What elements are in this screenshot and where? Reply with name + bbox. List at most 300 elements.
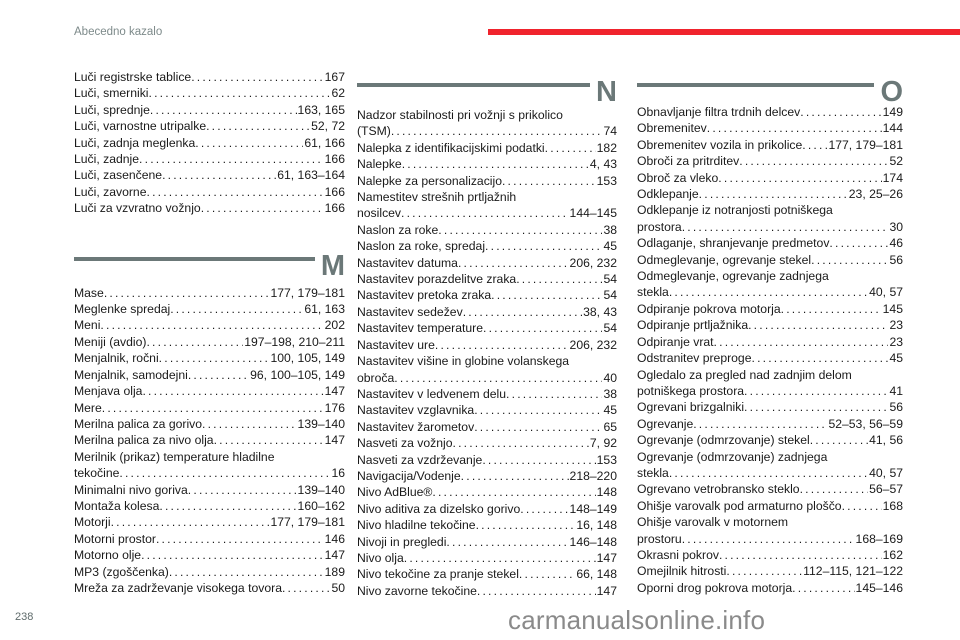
entry-title: Mreža za zadrževanje visokega tovora xyxy=(74,580,282,595)
entry-title: Montaža kolesa xyxy=(74,498,160,513)
entry-title: Mere xyxy=(74,400,102,415)
page-number: 238 xyxy=(15,611,34,623)
entry-pages: 61, 163 xyxy=(304,302,345,317)
entry-title: Omejilnik hitrosti xyxy=(637,564,727,579)
entry-title: stekla xyxy=(637,465,669,480)
entry-title: Ohišje varovalk pod armaturno ploščo xyxy=(637,498,842,513)
entry-row xyxy=(74,482,345,498)
entry-row xyxy=(357,238,617,254)
entry-pages: 162 xyxy=(882,547,903,562)
entry-row xyxy=(637,104,903,120)
entry-row xyxy=(637,235,903,251)
entry-pages: 56 xyxy=(889,400,903,415)
entry-title: Odstranitev preproge xyxy=(637,351,752,366)
entry-pages: 174 xyxy=(882,170,903,185)
entry-row xyxy=(357,222,617,238)
dot-leader xyxy=(139,151,324,167)
entry-row xyxy=(637,284,903,300)
index-column-1 xyxy=(74,69,345,596)
entry-title: Nivo zavorne tekočine xyxy=(357,583,477,598)
entry-row xyxy=(357,255,617,271)
entry-pages: 100, 105, 149 xyxy=(270,351,345,366)
entry-row xyxy=(357,386,617,402)
entry-pages: 54 xyxy=(603,288,617,303)
entry-title: Nivo aditiva za dizelsko gorivo xyxy=(357,501,521,516)
entry-pages: 65 xyxy=(603,419,617,434)
dot-leader xyxy=(146,334,243,350)
dot-leader xyxy=(744,383,888,399)
entry-title: Nastavitev vzglavnika xyxy=(357,403,475,418)
entry-row xyxy=(74,514,345,530)
index-entry xyxy=(357,304,617,320)
index-entry xyxy=(357,156,617,172)
entry-title: tekočine xyxy=(74,466,120,481)
entry-title: Oporni drog pokrova motorja xyxy=(637,580,793,595)
entry-list xyxy=(637,104,903,596)
entry-row xyxy=(357,287,617,303)
entry-row xyxy=(357,173,617,189)
entry-pages: 62 xyxy=(331,86,345,101)
entry-title: Motorji xyxy=(74,515,111,530)
entry-row xyxy=(357,337,617,353)
entry-row xyxy=(637,399,903,415)
index-entry xyxy=(74,367,345,383)
entry-title: Navigacija/Vodenje xyxy=(357,468,461,483)
index-entry xyxy=(74,531,345,547)
dot-leader xyxy=(104,285,270,301)
dot-leader xyxy=(159,350,270,366)
index-entry xyxy=(74,514,345,530)
entry-title-line: Ohišje varovalk v motornem xyxy=(637,515,789,530)
entry-row xyxy=(637,317,903,333)
index-entry xyxy=(637,580,903,596)
entry-row xyxy=(637,170,903,186)
entry-list xyxy=(357,107,617,599)
index-entry xyxy=(74,167,345,183)
entry-title: Meni xyxy=(74,318,101,333)
entry-title: Nivo olja xyxy=(357,550,404,565)
entry-title: Menjalnik, samodejni xyxy=(74,367,188,382)
entry-row xyxy=(357,550,617,566)
dot-leader xyxy=(141,547,324,563)
index-entry xyxy=(637,350,903,366)
entry-row xyxy=(357,370,617,386)
entry-pages: 54 xyxy=(603,321,617,336)
entry-title: Nastavitev temperature xyxy=(357,321,483,336)
entry-pages: 168–169 xyxy=(855,531,903,546)
entry-title: Merilna palica za gorivo xyxy=(74,416,203,431)
entry-pages: 202 xyxy=(324,318,345,333)
entry-title: Ogrevani brizgalniki xyxy=(637,400,745,415)
entry-pages: 148 xyxy=(596,485,617,500)
dot-leader xyxy=(142,383,323,399)
entry-list xyxy=(74,69,345,217)
entry-title: stekla xyxy=(637,285,669,300)
entry-pages: 147 xyxy=(324,548,345,563)
entry-title: Luči, zasenčene xyxy=(74,168,163,183)
dot-leader xyxy=(811,252,888,268)
entry-pages: 61, 166 xyxy=(304,135,345,150)
dot-leader xyxy=(438,222,602,238)
entry-row xyxy=(357,156,617,172)
dot-leader xyxy=(188,482,297,498)
dot-leader xyxy=(682,531,855,547)
entry-row xyxy=(637,219,903,235)
dot-leader xyxy=(482,452,595,468)
entry-pages: 147 xyxy=(596,550,617,565)
entry-pages: 52–53, 56–59 xyxy=(828,416,903,431)
entry-row xyxy=(637,186,903,202)
entry-title: nosilcev xyxy=(357,206,402,221)
entry-row xyxy=(74,85,345,101)
dot-leader xyxy=(201,200,324,216)
entry-title: Luči, varnostne utripalke xyxy=(74,119,207,134)
entry-title-line: Namestitev strešnih prtljažnih xyxy=(357,190,517,205)
entry-title: Merilna palica za nivo olja xyxy=(74,433,214,448)
entry-title-line: Ogrevanje (odmrzovanje) zadnjega xyxy=(637,449,828,464)
entry-pages: 148–149 xyxy=(569,501,617,516)
entry-title: Ogrevano vetrobransko steklo xyxy=(637,482,800,497)
entry-title: Mase xyxy=(74,285,104,300)
entry-row xyxy=(74,432,345,448)
entry-row xyxy=(357,140,617,156)
index-entry xyxy=(74,85,345,101)
entry-pages: 40 xyxy=(603,370,617,385)
dot-leader xyxy=(476,517,576,533)
entry-title: Ogrevanje (odmrzovanje) stekel xyxy=(637,433,810,448)
entry-row xyxy=(357,205,617,221)
dot-leader xyxy=(829,235,888,251)
entry-pages: 206, 232 xyxy=(569,337,617,352)
entry-title: Odmeglevanje, ogrevanje stekel xyxy=(637,252,812,267)
entry-pages: 218–220 xyxy=(569,468,617,483)
index-entry xyxy=(637,416,903,432)
entry-row xyxy=(357,271,617,287)
entry-row xyxy=(637,531,903,547)
index-entry xyxy=(357,173,617,189)
dot-leader xyxy=(800,104,881,120)
dot-leader xyxy=(162,167,276,183)
entry-pages: 40, 57 xyxy=(869,465,903,480)
dot-leader xyxy=(699,186,848,202)
index-entry xyxy=(637,334,903,350)
index-entry xyxy=(357,320,617,336)
entry-title: obroča xyxy=(357,370,395,385)
entry-pages: 66, 148 xyxy=(576,567,617,582)
entry-pages: 74 xyxy=(603,124,617,139)
index-entry xyxy=(74,449,345,482)
entry-pages: 145–146 xyxy=(855,580,903,595)
entry-title: Odpiranje vrat xyxy=(637,334,714,349)
entry-title: Obroči za pritrditev xyxy=(637,154,740,169)
index-entry xyxy=(74,482,345,498)
index-entry xyxy=(357,337,617,353)
entry-pages: 177, 179–181 xyxy=(270,285,345,300)
index-entry xyxy=(74,285,345,301)
section-divider xyxy=(357,83,590,87)
index-entry xyxy=(637,514,903,547)
entry-title: Odklepanje xyxy=(637,187,699,202)
index-entry xyxy=(637,449,903,482)
entry-title: MP3 (zgoščenka) xyxy=(74,564,169,579)
entry-row xyxy=(637,334,903,350)
entry-pages: 38, 43 xyxy=(583,304,617,319)
dot-leader xyxy=(810,432,868,448)
index-entry xyxy=(357,534,617,550)
index-entry xyxy=(637,252,903,268)
entry-row xyxy=(637,481,903,497)
entry-row xyxy=(74,465,345,481)
entry-pages: 153 xyxy=(596,173,617,188)
dot-leader xyxy=(502,173,596,189)
entry-row xyxy=(637,120,903,136)
entry-pages: 166 xyxy=(324,201,345,216)
index-entry xyxy=(357,402,617,418)
index-entry xyxy=(74,416,345,432)
entry-row xyxy=(74,69,345,85)
entry-title: Meglenke spredaj xyxy=(74,302,171,317)
index-entry xyxy=(74,151,345,167)
entry-pages: 145 xyxy=(882,301,903,316)
header-accent-bar xyxy=(488,29,960,35)
entry-title: Luči, zadnje xyxy=(74,152,140,167)
dot-leader xyxy=(707,120,882,136)
entry-row xyxy=(637,350,903,366)
index-entry xyxy=(357,238,617,254)
entry-pages: 16 xyxy=(331,466,345,481)
dot-leader xyxy=(669,465,868,481)
entry-pages: 177, 179–181 xyxy=(828,137,903,152)
index-entry xyxy=(637,498,903,514)
entry-row xyxy=(74,580,345,596)
index-entry xyxy=(357,386,617,402)
index-entry xyxy=(74,317,345,333)
dot-leader xyxy=(100,317,323,333)
entry-pages: 197–198, 210–211 xyxy=(244,334,345,349)
index-entry xyxy=(357,452,617,468)
entry-title: prostoru xyxy=(637,531,682,546)
entry-pages: 96, 100–105, 149 xyxy=(250,367,345,382)
index-entry xyxy=(74,498,345,514)
index-entry xyxy=(637,137,903,153)
entry-pages: 182 xyxy=(596,140,617,155)
dot-leader xyxy=(748,317,888,333)
entry-row xyxy=(74,564,345,580)
index-entry xyxy=(74,383,345,399)
dot-leader xyxy=(726,563,802,579)
dot-leader xyxy=(159,498,296,514)
dot-leader xyxy=(149,85,331,101)
dot-leader xyxy=(792,580,854,596)
dot-leader xyxy=(435,337,569,353)
entry-title: (TSM) xyxy=(357,124,391,139)
dot-leader xyxy=(156,531,324,547)
entry-title: Obnavljanje filtra trdnih delcev xyxy=(637,105,801,119)
entry-title: Nastavitev sedežev xyxy=(357,304,463,319)
index-entry xyxy=(74,118,345,134)
entry-pages: 45 xyxy=(603,403,617,418)
entry-title: Nastavitev žarometov xyxy=(357,419,475,434)
index-entry xyxy=(637,432,903,448)
entry-title: Nalepke za personalizacijo xyxy=(357,173,502,188)
entry-pages: 30 xyxy=(889,219,903,234)
dot-leader xyxy=(188,367,249,383)
entry-title: Nalepke xyxy=(357,157,402,172)
dot-leader xyxy=(147,184,324,200)
entry-row xyxy=(357,320,617,336)
entry-row xyxy=(74,135,345,151)
entry-pages: 139–140 xyxy=(297,482,345,497)
watermark: carmanualsonline.info xyxy=(508,605,766,635)
dot-leader xyxy=(519,566,575,582)
entry-row xyxy=(357,419,617,435)
entry-pages: 38 xyxy=(603,386,617,401)
index-entry xyxy=(637,563,903,579)
index-entry xyxy=(357,271,617,287)
index-entry xyxy=(637,301,903,317)
entry-row xyxy=(74,151,345,167)
entry-row xyxy=(637,383,903,399)
index-entry xyxy=(74,564,345,580)
entry-pages: 56–57 xyxy=(869,482,903,497)
index-entry xyxy=(74,184,345,200)
section-letter: N xyxy=(596,76,617,108)
entry-pages: 206, 232 xyxy=(569,255,617,270)
index-entry xyxy=(357,107,617,140)
index-entry xyxy=(637,317,903,333)
entry-pages: 163, 165 xyxy=(297,102,345,117)
dot-leader xyxy=(282,580,330,596)
entry-title: Odpiranje prtljažnika xyxy=(637,318,749,333)
dot-leader xyxy=(206,118,310,134)
entry-title: Nastavitev datuma xyxy=(357,255,458,270)
entry-title: Menjava olja xyxy=(74,384,143,399)
dot-leader xyxy=(150,102,297,118)
dot-leader xyxy=(682,219,889,235)
entry-row xyxy=(74,367,345,383)
index-entry xyxy=(74,432,345,448)
entry-row xyxy=(637,547,903,563)
entry-row xyxy=(357,452,617,468)
entry-title: Minimalni nivo goriva xyxy=(74,482,188,497)
entry-pages: 54 xyxy=(603,272,617,287)
entry-title: Naslon za roke, spredaj xyxy=(357,239,486,254)
entry-pages: 7, 92 xyxy=(589,436,617,451)
entry-title: Motorno olje xyxy=(74,548,142,563)
entry-row xyxy=(74,416,345,432)
entry-row xyxy=(357,517,617,533)
entry-title-line: Ogledalo za pregled nad zadnjim delom xyxy=(637,367,852,382)
dot-leader xyxy=(516,271,602,287)
entry-title-line: Nadzor stabilnosti pri vožnji s prikolico xyxy=(357,108,563,122)
section-divider xyxy=(637,83,874,87)
entry-pages: 189 xyxy=(324,564,345,579)
entry-title: Nastavitev v ledvenem delu xyxy=(357,386,507,401)
dot-leader xyxy=(669,284,868,300)
dot-leader xyxy=(520,501,568,517)
entry-pages: 23, 25–26 xyxy=(848,187,903,202)
index-entry xyxy=(357,517,617,533)
index-entry xyxy=(357,140,617,156)
entry-title: Nasveti za vzdrževanje xyxy=(357,452,483,467)
entry-pages: 147 xyxy=(324,384,345,399)
index-entry xyxy=(74,135,345,151)
section-header-m xyxy=(74,251,345,281)
running-header-title: Abecedno kazalo xyxy=(74,26,163,38)
entry-pages: 45 xyxy=(889,351,903,366)
index-entry xyxy=(637,104,903,120)
entry-pages: 46 xyxy=(889,236,903,251)
entry-pages: 166 xyxy=(324,184,345,199)
entry-row xyxy=(74,317,345,333)
entry-title: Nivo tekočine za pranje stekel xyxy=(357,567,519,582)
entry-title: Obremenitev vozila in prikolice xyxy=(637,137,803,152)
index-entry xyxy=(357,468,617,484)
entry-pages: 167 xyxy=(324,70,345,84)
index-entry xyxy=(637,186,903,202)
index-entry xyxy=(74,400,345,416)
dot-leader xyxy=(474,419,602,435)
entry-pages: 112–115, 121–122 xyxy=(803,564,903,579)
dot-leader xyxy=(506,386,602,402)
entry-title: Luči za vzvratno vožnjo xyxy=(74,201,201,216)
dot-leader xyxy=(394,370,602,386)
index-entry xyxy=(74,301,345,317)
entry-title: Nalepka z identifikacijskimi podatki xyxy=(357,140,545,155)
section-letter: M xyxy=(320,249,345,282)
dot-leader xyxy=(402,156,589,172)
entry-row xyxy=(637,563,903,579)
entry-row xyxy=(637,137,903,153)
entry-title: Nivo AdBlue® xyxy=(357,485,433,500)
entry-row xyxy=(357,304,617,320)
entry-pages: 4, 43 xyxy=(589,157,617,172)
entry-row xyxy=(74,498,345,514)
entry-row xyxy=(357,484,617,500)
index-column-3 xyxy=(637,77,903,596)
entry-title: Luči, zavorne xyxy=(74,184,147,199)
dot-leader xyxy=(169,564,324,580)
entry-title: Obroč za vleko xyxy=(637,170,719,185)
index-entry xyxy=(637,120,903,136)
entry-row xyxy=(637,153,903,169)
index-entry xyxy=(637,153,903,169)
entry-row xyxy=(637,301,903,317)
dot-leader xyxy=(802,137,827,153)
index-entry xyxy=(74,69,345,85)
entry-pages: 52, 72 xyxy=(311,119,345,134)
entry-pages: 23 xyxy=(889,334,903,349)
entry-row xyxy=(637,580,903,596)
entry-pages: 144 xyxy=(882,121,903,136)
dot-leader xyxy=(719,547,882,563)
index-entry xyxy=(74,102,345,118)
entry-title: Meniji (avdio) xyxy=(74,334,147,349)
dot-leader xyxy=(693,416,827,432)
entry-pages: 16, 148 xyxy=(576,518,617,533)
index-entry xyxy=(74,350,345,366)
entry-row xyxy=(74,102,345,118)
entry-row xyxy=(637,432,903,448)
section-header-o xyxy=(637,77,903,107)
entry-row xyxy=(357,435,617,451)
dot-leader xyxy=(195,135,303,151)
dot-leader xyxy=(463,304,582,320)
entry-pages: 160–162 xyxy=(297,498,345,513)
index-entry xyxy=(357,287,617,303)
entry-row xyxy=(74,301,345,317)
index-entry xyxy=(637,367,903,400)
